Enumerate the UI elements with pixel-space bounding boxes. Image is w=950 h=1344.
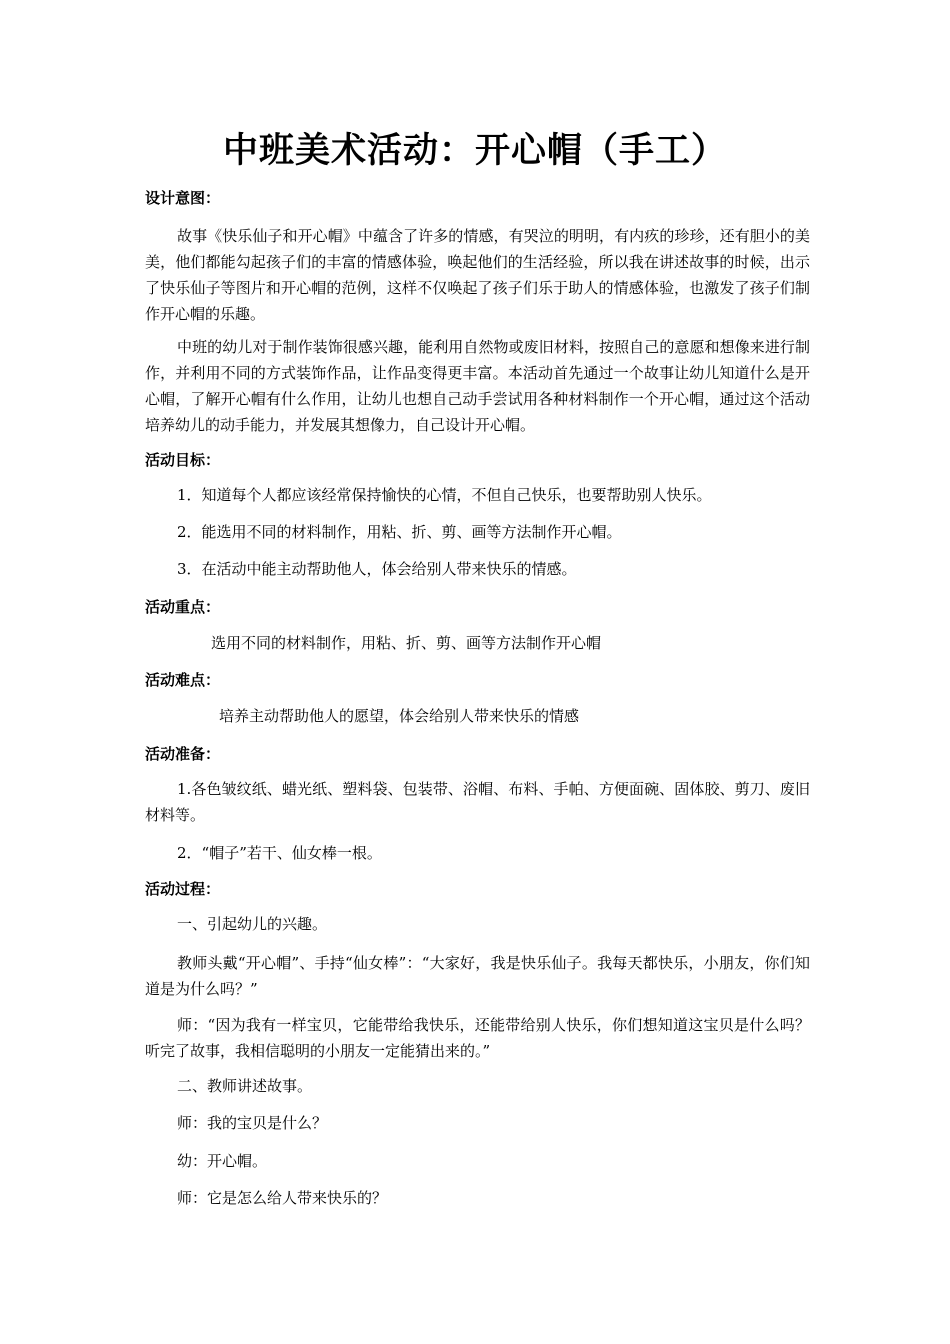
heading-preparation: 活动准备： — [145, 745, 221, 763]
process-paragraph-1: 教师头戴“开心帽”、手持“仙女棒”：“大家好，我是快乐仙子。我每天都快乐，小朋友，你们知道是为什么吗？” — [145, 954, 810, 998]
goal-item-1: 1．知道每个人都应该经常保持愉快的心情，不但自己快乐，也要帮助别人快乐。 — [177, 486, 712, 504]
paragraph-design-2: 中班的幼儿对于制作装饰很感兴趣，能利用自然物或废旧材料，按照自己的意愿和想像来进行制作，并利用不同的方式装饰作品，让作品变得更丰富。本活动首先通过一个故事让幼儿知道什么是开心帽，了解开心帽有什么作用，让幼儿也想自己动手尝试用各种材料制作一个开心帽，通过这个活动培养幼儿的动手能力，并发展其想像力，自己设计开心帽。 — [145, 338, 810, 434]
preparation-item-2: 2．“帽子”若干、仙女棒一根。 — [177, 844, 382, 862]
paragraph-design-1: 故事《快乐仙子和开心帽》中蕴含了许多的情感，有哭泣的明明，有内疚的珍珍，还有胆小的美美，他们都能勾起孩子们的丰富的情感体验，唤起他们的生活经验，所以我在讲述故事的时候，出示了快乐仙子等图片和开心帽的范例，这样不仅唤起了孩子们乐于助人的情感体验，也激发了孩子们制作开心帽的乐趣。 — [145, 227, 810, 323]
dialogue-question-2: 师：它是怎么给人带来快乐的？ — [177, 1189, 388, 1207]
process-step-1: 一、引起幼儿的兴趣。 — [177, 915, 328, 933]
heading-process: 活动过程： — [145, 880, 221, 898]
document-title: 中班美术活动：开心帽（手工） — [222, 131, 727, 171]
heading-design-intent: 设计意图： — [145, 189, 221, 207]
goal-item-2: 2．能选用不同的材料制作，用粘、折、剪、画等方法制作开心帽。 — [177, 523, 622, 541]
key-point-text: 选用不同的材料制作，用粘、折、剪、画等方法制作开心帽 — [211, 634, 602, 652]
process-paragraph-2: 师：“因为我有一样宝贝，它能带给我快乐，还能带给别人快乐，你们想知道这宝贝是什么吗？听完了故事，我相信聪明的小朋友一定能猜出来的。” — [145, 1016, 810, 1060]
heading-key-point: 活动重点： — [145, 598, 221, 616]
difficult-point-text: 培养主动帮助他人的愿望，体会给别人带来快乐的情感 — [219, 707, 580, 725]
heading-goals: 活动目标： — [145, 451, 221, 469]
preparation-item-1: 1.各色皱纹纸、蜡光纸、塑料袋、包装带、浴帽、布料、手帕、方便面碗、固体胶、剪刀、废旧材料等。 — [145, 780, 810, 824]
process-step-2: 二、教师讲述故事。 — [177, 1077, 313, 1095]
dialogue-answer-1: 幼：开心帽。 — [177, 1152, 268, 1170]
dialogue-question-1: 师：我的宝贝是什么？ — [177, 1114, 328, 1132]
heading-difficult-point: 活动难点： — [145, 671, 221, 689]
goal-item-3: 3．在活动中能主动帮助他人，体会给别人带来快乐的情感。 — [177, 560, 577, 578]
